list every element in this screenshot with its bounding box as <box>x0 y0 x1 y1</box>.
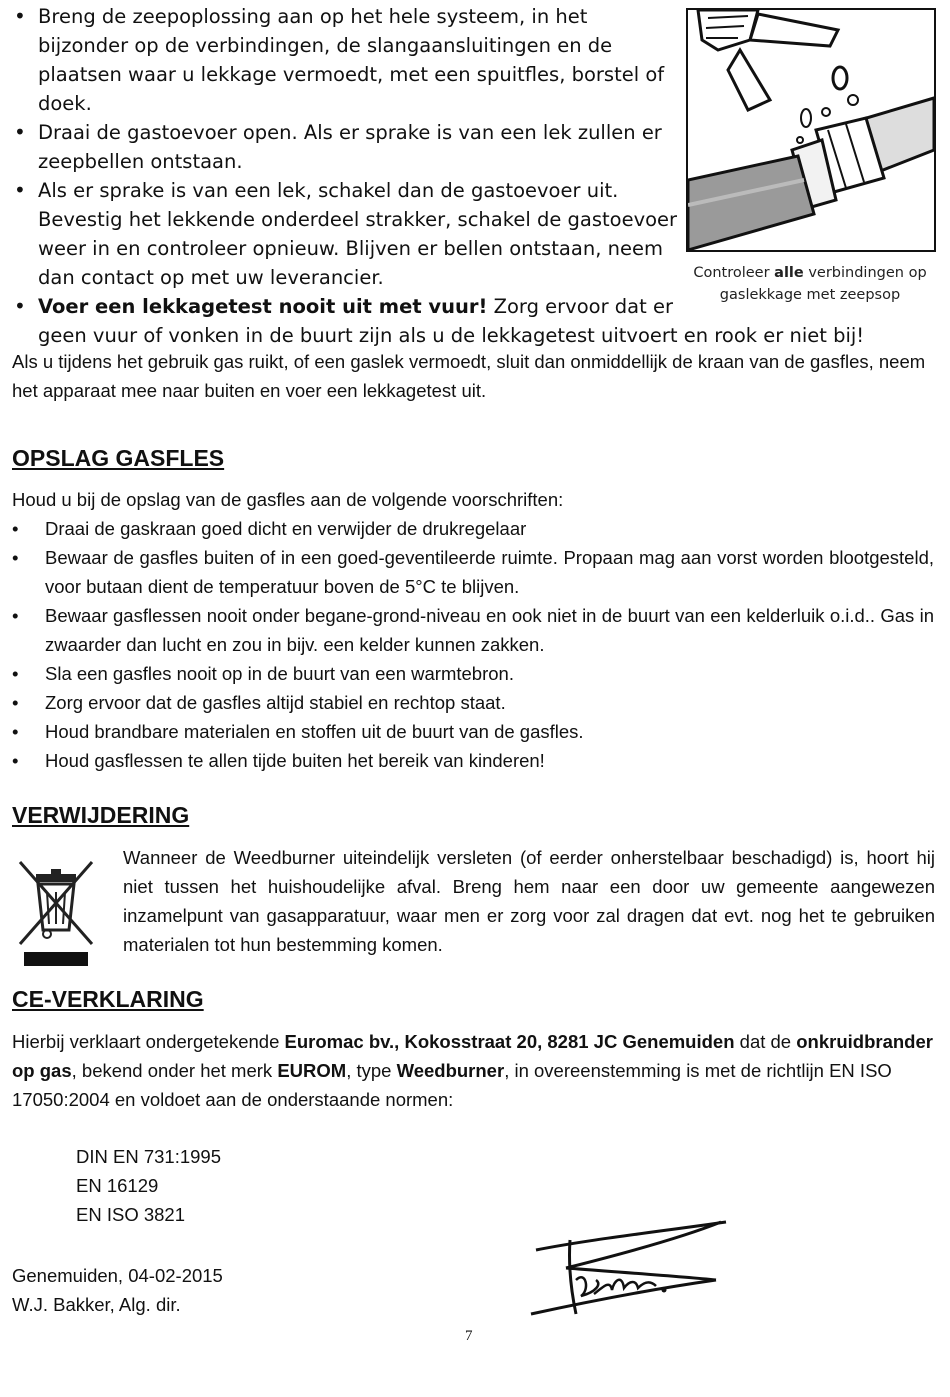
ce-text-4: , type <box>346 1060 397 1081</box>
ce-declaration-text <box>12 1027 937 1114</box>
caption-part1: Controleer <box>693 265 775 281</box>
brand-name: EUROM <box>277 1060 347 1081</box>
standard-item: EN 16129 <box>76 1175 159 1196</box>
storage-intro: Houd u bij de opslag van de gasfles aan de volgende voorschriften: <box>12 489 564 510</box>
disposal-text: Wanneer de Weedburner uiteindelijk versleten (of eerder onherstelbaar beschadigd) is, hoort hij niet tussen het huishoudelijke afval. Breng hem naar een door uw gemeente aangewezen inzamelpunt van gasapparatuur, waar men er zorg voor zal dragen dat evt. nog het te gebruiken materialen tot hun bestemming komen. <box>123 847 935 955</box>
list-item: • Zorg ervoor dat de gasfles altijd stabiel en rechtop staat. <box>12 688 934 717</box>
place-date: Genemuiden, 04-02-2015 <box>12 1265 223 1286</box>
signature-block <box>12 1261 223 1319</box>
figure-caption <box>690 262 930 306</box>
ce-text-1: Hierbij verklaart ondergetekende <box>12 1031 285 1052</box>
page-number: 7 <box>465 1328 473 1344</box>
disposal-heading: VERWIJDERING <box>12 802 190 828</box>
list-item: • Houd brandbare materialen en stoffen uit de buurt van de gasfles. <box>12 717 934 746</box>
standards-list <box>76 1142 221 1229</box>
list-item: • Bewaar gasflessen nooit onder begane-grond-niveau en ook niet in de buurt van een kelderluik o.i.d.. Gas in zwaarder dan lucht en zou in bijv. een kelder kunnen zakken. <box>12 601 934 659</box>
product-description: onkruidbrander op gas <box>12 1031 933 1081</box>
list-item: • Breng de zeepoplossing aan op het hele systeem, in het bijzonder op de verbindingen, de slangaansluitingen en de plaatsen waar u lekkage vermoedt, met een spuitfles, borstel of doek. <box>12 2 682 118</box>
standard-item: EN ISO 3821 <box>76 1204 186 1225</box>
ce-text-2: dat de <box>734 1031 797 1052</box>
product-type: Weedburner <box>396 1060 505 1081</box>
crossed-out-wheelie-bin-icon <box>14 858 98 968</box>
list-item: • Sla een gasfles nooit op in de buurt van een warmtebron. <box>12 659 934 688</box>
list-item: • Bewaar de gasfles buiten of in een goed-geventileerde ruimte. Propaan mag aan vorst worden blootgesteld, voor butaan dient de temperatuur boven de 5°C te blijven. <box>12 543 934 601</box>
standard-item: DIN EN 731:1995 <box>76 1146 222 1167</box>
company-address: Euromac bv., Kokosstraat 20, 8281 JC Genemuiden <box>284 1031 735 1052</box>
caption-part2: verbindingen op gaslekkage met zeepsop <box>719 265 927 303</box>
storage-heading: OPSLAG GASFLES <box>12 445 225 471</box>
fire-warning-bold: Voer een lekkagetest nooit uit met vuur! <box>38 295 488 318</box>
list-item: • Als er sprake is van een lek, schakel dan de gastoevoer uit. Bevestig het lekkende onderdeel strakker, schakel de gastoevoer weer in en controleer opnieuw. Blijven er bellen ontstaan, neem dan contact op met uw leverancier. <box>12 176 682 292</box>
gas-smell-paragraph: Als u tijdens het gebruik gas ruikt, of een gaslek vermoedt, sluit dan onmiddellijk de kraan van de gasfles, neem het apparaat mee naar buiten en voer een lekkagetest uit. <box>12 351 926 401</box>
soap-leak-test-illustration <box>686 8 936 252</box>
ce-text-3: , bekend onder het merk <box>71 1060 278 1081</box>
caption-bold: alle <box>774 265 804 281</box>
handwritten-signature <box>526 1210 886 1320</box>
fire-warning-rest: Zorg ervoor dat er <box>487 295 673 318</box>
ce-text-5: , in overeenstemming is met de richtlijn EN ISO 17050:2004 en voldoet aan de onderstaande normen: <box>12 1060 892 1110</box>
storage-rules-list <box>12 514 934 775</box>
hose-connection-icon <box>688 10 934 250</box>
ce-heading: CE-VERKLARING <box>12 986 204 1012</box>
list-item: • Houd gasflessen te allen tijde buiten het bereik van kinderen! <box>12 746 934 775</box>
fire-warning-line2: geen vuur of vonken in de buurt zijn als u de lekkagetest uitvoert en rook er niet bij! <box>38 324 865 347</box>
signatory: W.J. Bakker, Alg. dir. <box>12 1294 181 1315</box>
list-item: • Draai de gastoevoer open. Als er sprake is van een lek zullen er zeepbellen ontstaan. <box>12 118 682 176</box>
list-item: • Draai de gaskraan goed dicht en verwijder de drukregelaar <box>12 514 934 543</box>
